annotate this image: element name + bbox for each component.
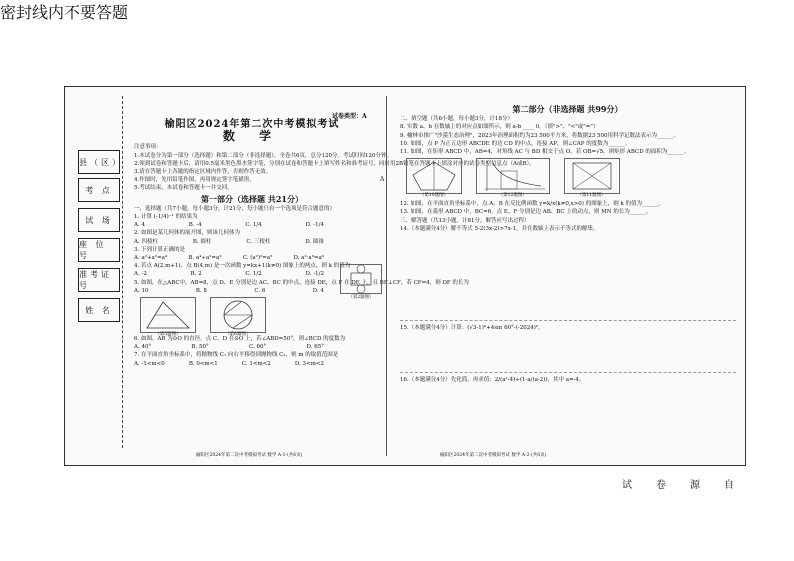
q6-options: A. 40° B. 50° C. 60° D. 65° — [134, 344, 324, 351]
seal-box-id: 准考证号 — [78, 268, 120, 292]
paper-type: 试卷类型：A — [332, 113, 367, 120]
figure-q10: （第10题图） — [406, 158, 462, 194]
page-divider — [386, 96, 387, 456]
footer-right: 榆阳区2024年第二次中考模拟考试 数学 A-2-(共6页) — [440, 453, 547, 458]
q15-block — [400, 324, 735, 332]
q11: 11. 如图，在矩形 ABCD 中，AB=4，对角线 AC 与 BD 相交于点 O，若 OB=√5，则矩形 ABCD 的面积为______。 — [400, 149, 690, 156]
q14: 14.（本题满分4分）解不等式 5-2(3x-2)>7x-1，并在数轴上表示不等式的解集。 — [400, 225, 599, 232]
exam-subject: 数 学 — [222, 129, 282, 144]
q4: 4. 若点 A(2,m+1)，点 B(4,m) 是一次函数 y=kx+1(k≠0) 图象上的两点，则 k 的值为 — [134, 263, 351, 270]
note-1: 1.本试卷分为第一部分（选择题）和第二部分（非选择题）。全卷共6页，总分120分。考试时间120分钟。 — [134, 152, 392, 159]
q15: 15.（本题满分4分）计算：(√3-1)⁰+4sin 60°-(-2024)⁰。 — [400, 325, 544, 331]
part3-intro: 三、解答题（共13小题，计81分，解答应写出过程） — [400, 217, 530, 224]
exam-title: 榆阳区2024年第二次中考模拟考试 — [164, 119, 340, 130]
figure-q2: （第2题图） — [340, 264, 382, 294]
q6: 6. 如图，AB 为⊙O 的直径，点 C、D 在⊙O 上，若∠ABD=50°，则∠BCD 的度数为 — [134, 336, 346, 343]
seal-box-name: 姓 名 — [78, 298, 120, 322]
q8: 8. 实数 a、b 在数轴上的对应点如图所示，则 a-b ____ 0。（填">"、"<"或"="） — [400, 124, 599, 131]
right-column — [400, 103, 735, 233]
q16-block — [400, 376, 735, 384]
q7: 7. 在平面直角坐标系中，将抛物线 C₁ 向右平移得到抛物线 C₂，则 m 的取值范围是 — [134, 352, 339, 359]
q2-options: A. 四棱柱 B. 圆柱 C. 三棱柱 D. 圆锥 — [134, 238, 324, 245]
note-4: 4.作图时，先用铅笔作图，再用规定签字笔描黑。 — [134, 177, 255, 184]
q1-options: A. 4 B. -4 C. 1/4 D. -1/4 — [134, 222, 324, 229]
part2-title: 第二部分（非选择题 共99分） — [512, 104, 623, 114]
note-2: 2.领到试卷和答题卡后，请用0.5毫米黑色墨水签字笔，分别在试卷和答题卡上填写姓名和准考证号，同时用2B铅笔在答题卡上填涂对应的试卷类型信息点（A或B）。 — [134, 160, 535, 167]
seal-line — [122, 96, 123, 448]
part2-intro: 二、填空题（共6小题，每小题3分，计18分） — [400, 116, 513, 123]
seal-note: 密封线内不要答题 — [0, 3, 129, 22]
source-stamp: 试卷源自 — [622, 480, 758, 491]
note-0: 注意事项： — [134, 144, 162, 151]
q4-options: A. -2 B. 2 C. 1/2 D. -1/2 — [134, 271, 324, 278]
q2: 2. 如图是某几何体的展开图，则该几何体为 — [134, 230, 240, 237]
q1: 1. 计算 (-1/4)⁻¹ 的结果为 — [134, 214, 198, 221]
note-3: 3.请在答题卡上各题的指定区域内作答，否则作答无效。 — [134, 169, 272, 176]
q5: 5. 如图，在△ABC中，AB=8，点 D、E 分别是边 AC、BC 的中点，连接 DE，点 F 在 DE 上，且 BF⊥CF，若 CF=4，则 DF 的长为 — [134, 279, 469, 286]
q9: 9. 榆林市推广"沙漠生态治理"，2023年治理面积约为23 500平方米，将数据23 500用科学记数法表示为______。 — [400, 132, 680, 139]
footer-left: 榆阳区2024年第二次中考模拟考试 数学 A-1-(共6页) — [196, 453, 303, 458]
part1-intro: 一、选择题（共7小题，每小题3分，计21分，每小题只有一个选项是符合题意的） — [134, 205, 335, 212]
figure-q6: （第6题图） — [210, 297, 266, 333]
q7-options: A. -1<m<0 B. 0<m<1 C. 1<m<2 D. 3<m<2 — [134, 360, 324, 367]
figure-q5: （第5题图） — [140, 297, 196, 333]
q10: 10. 如图，点 P 为正五边形 ABCDE 的边 CD 的中点，连接 AP，则∠CAP 的度数为______。 — [400, 140, 631, 147]
q16: 16.（本题满分4分）先化简，再求值：2/(a²-4)÷(1-a/(a-2))，其中 a=-4。 — [400, 377, 585, 383]
answer-area-15 — [400, 372, 736, 373]
figure-q12: （第12题图） — [476, 158, 550, 194]
figure-q11: （第11题图） — [564, 158, 620, 194]
q13: 13. 如图，在菱形 ABCD 中，BC=6，点 E、F 分别是边 AB、BC 上的动点，则 MN 的长为______。 — [400, 209, 652, 216]
seal-box-room: 试 场 — [78, 208, 120, 232]
note-5: 5.考试结束，本试卷和答题卡一并交回。 — [134, 185, 233, 192]
seal-column — [66, 96, 124, 456]
seal-box-site: 考 点 — [78, 178, 120, 202]
part1-title: 第一部分（选择题 共21分） — [201, 193, 303, 204]
q5-options: A. 10 B. 8 C. 6 D. 4 — [134, 287, 324, 294]
q12: 12. 如图，在平面直角坐标系中，点 A、B 在反比例函数 y=k/x(k≠0,x>0) 的图象上，则 k 的值为______。 — [400, 201, 665, 208]
q3-options: A. a²+a²=a⁴ B. a⁴÷a²=a² C. (a²)³=a⁵ D. a²·a³=a⁶ — [134, 255, 324, 262]
seal-box-seat: 座 位 号 — [78, 238, 120, 262]
q3: 3. 下列计算正确的是 — [134, 246, 185, 253]
answer-area-14 — [400, 320, 736, 321]
margin-letter: A — [380, 176, 385, 183]
seal-box-district: 县（区） — [78, 150, 120, 174]
